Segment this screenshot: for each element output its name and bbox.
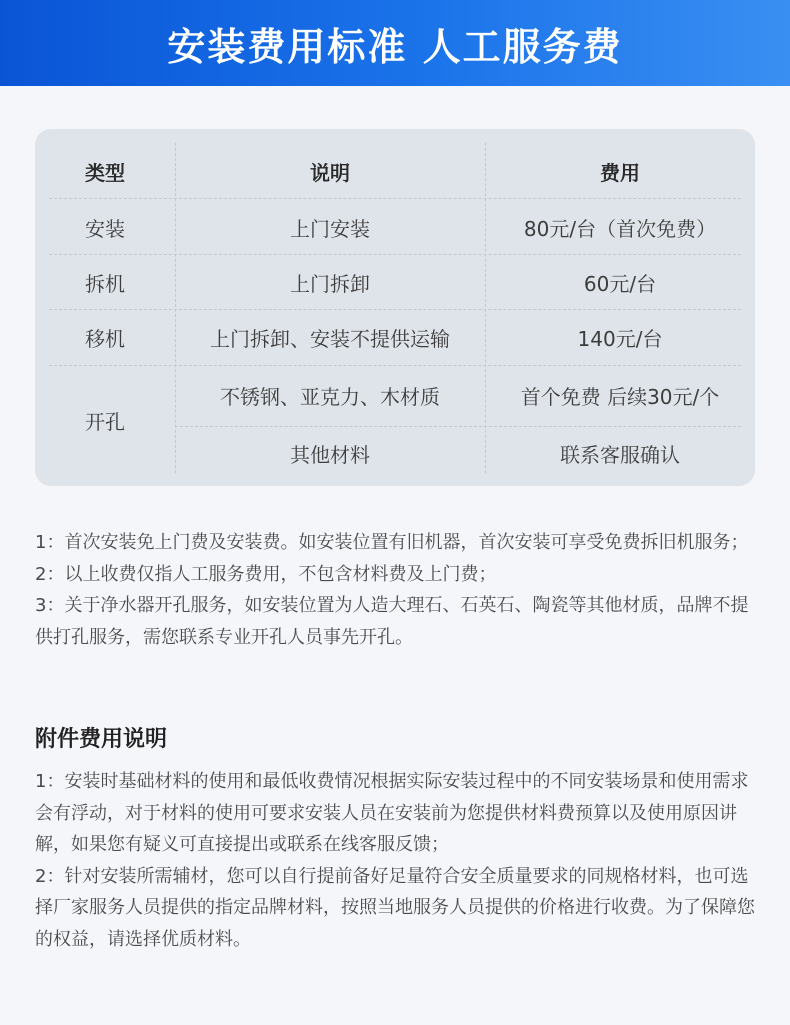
table-divider [175, 426, 741, 427]
accessory-section-title: 附件费用说明 [35, 727, 168, 752]
header-cell-desc: 说明 [310, 160, 350, 185]
row-drill-type: 开孔 [85, 409, 125, 434]
accessory-notes [35, 766, 765, 955]
table-divider [49, 198, 741, 199]
row-move-type: 移机 [85, 326, 125, 351]
row-drill-fee-2: 联系客服确认 [560, 442, 680, 467]
note-item: 2：针对安装所需辅材，您可以自行提前备好足量符合安全质量要求的同规格材料，也可选择厂家服务人员提供的指定品牌材料，按照当地服务人员提供的价格进行收费。为了保障您的权益，请选择优质材料。 [35, 865, 755, 950]
row-uninstall-fee: 60元/台 [583, 271, 657, 296]
row-uninstall-desc: 上门拆卸 [290, 271, 370, 296]
note-item: 3：关于净水器开孔服务，如安装位置为人造大理石、石英石、陶瓷等其他材质，品牌不提供打孔服务，需您联系专业开孔人员事先开孔。 [35, 595, 749, 648]
row-move-fee: 140元/台 [577, 326, 663, 351]
header-cell-fee: 费用 [600, 160, 640, 185]
table-divider [49, 365, 741, 366]
table-divider [485, 143, 486, 473]
row-install-desc: 上门安装 [290, 216, 370, 241]
row-move-desc: 上门拆卸、安装不提供运输 [210, 326, 450, 351]
row-install-type: 安装 [85, 216, 125, 241]
note-item: 2：以上收费仅指人工服务费用，不包含材料费及上门费； [35, 563, 497, 585]
fee-notes [35, 527, 765, 653]
fee-table [35, 129, 755, 486]
page-header [0, 0, 790, 86]
row-drill-desc-1: 不锈钢、亚克力、木材质 [220, 384, 440, 409]
table-divider [49, 309, 741, 310]
note-item: 1：首次安装免上门费及安装费。如安装位置有旧机器，首次安装可享受免费拆旧机服务； [35, 532, 749, 553]
row-uninstall-type: 拆机 [85, 271, 125, 296]
row-drill-desc-2: 其他材料 [290, 442, 370, 467]
page-title: 安装费用标准 人工服务费 [167, 24, 623, 69]
note-item: 1：安装时基础材料的使用和最低收费情况根据实际安装过程中的不同安装场景和使用需求会有浮动，对于材料的使用可要求安装人员在安装前为您提供材料费预算以及使用原因讲解，如果您有疑义可直接提出或联系在线客服反馈； [35, 771, 749, 855]
row-install-fee: 80元/台（首次免费） [523, 216, 717, 241]
table-divider [175, 143, 176, 473]
table-divider [49, 254, 741, 255]
header-cell-type: 类型 [85, 160, 125, 185]
row-drill-fee-1: 首个免费 后续30元/个 [520, 384, 720, 409]
